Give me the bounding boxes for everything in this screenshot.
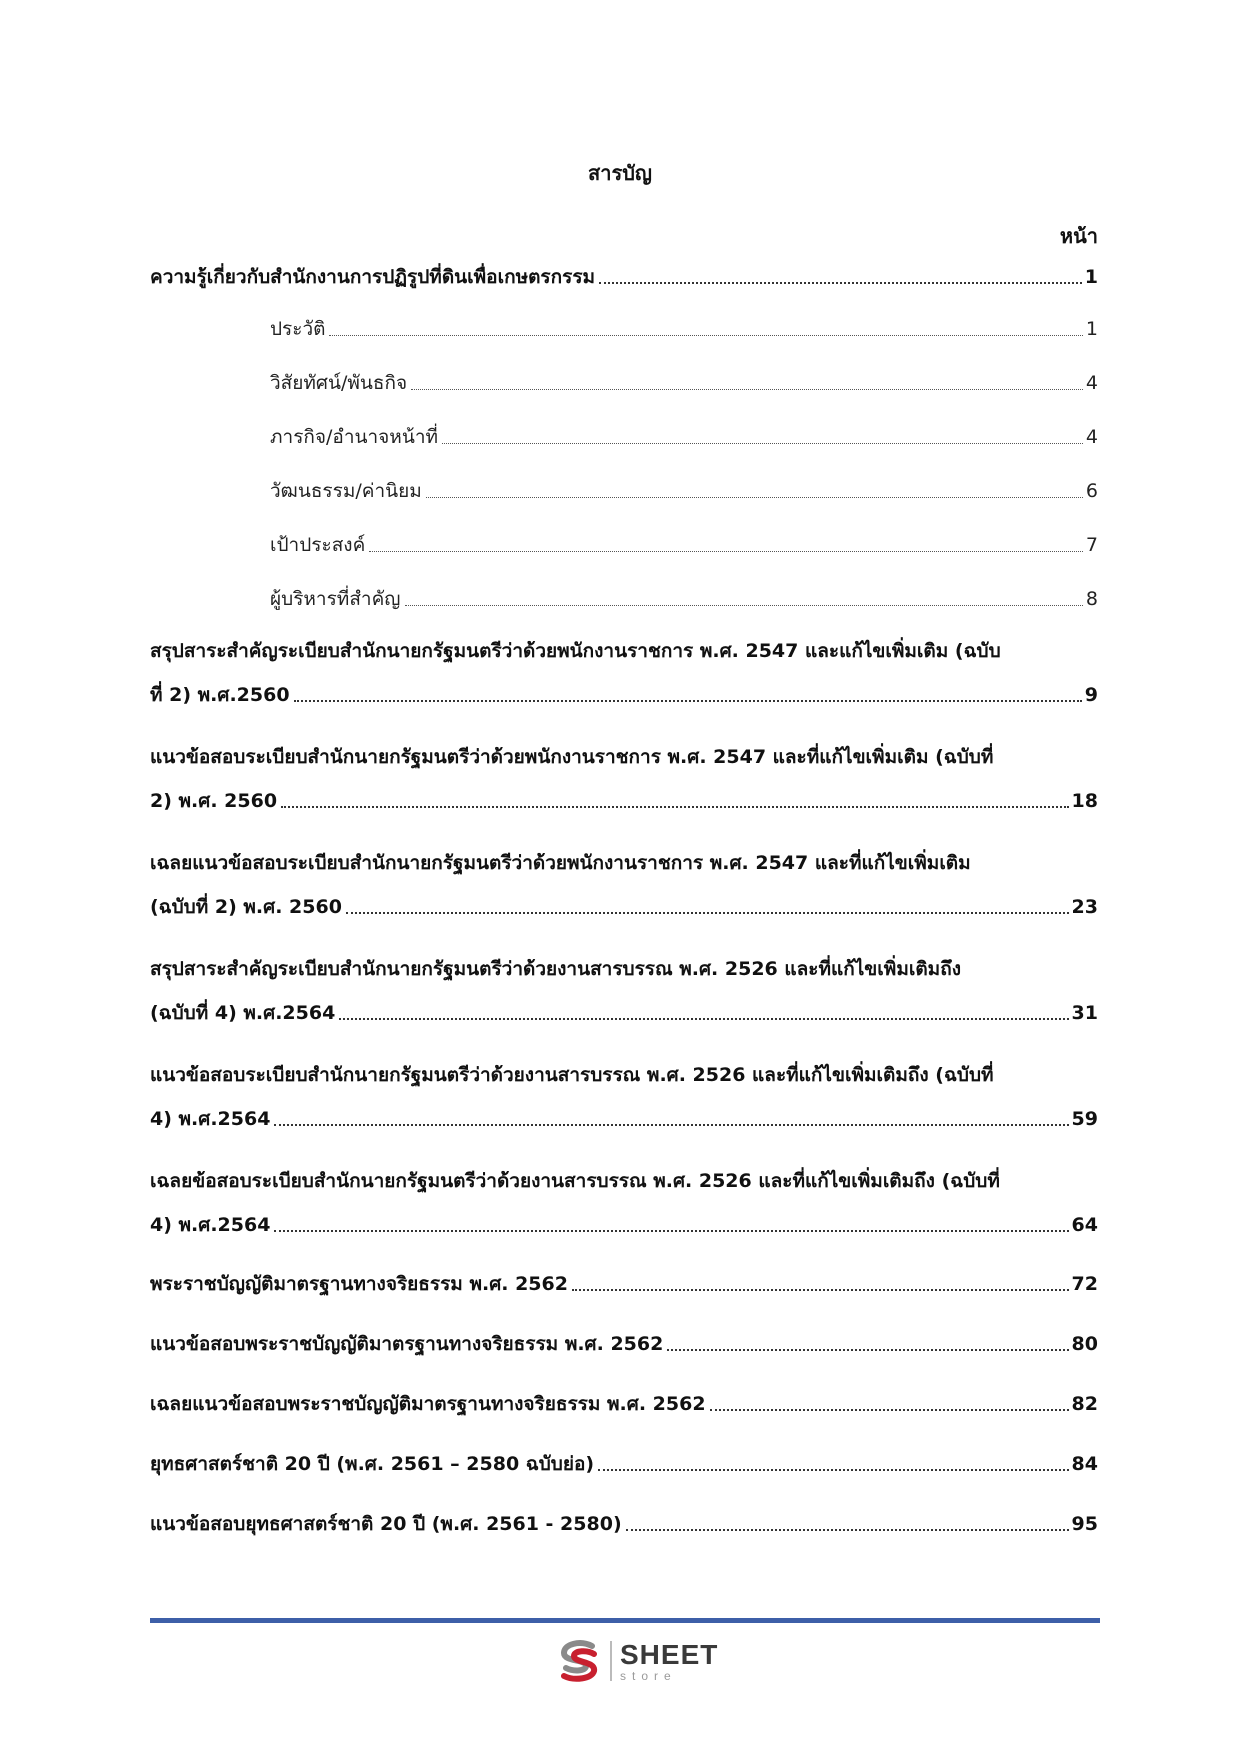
dot-leader [274, 1230, 1068, 1232]
page-column-label: หน้า [1059, 224, 1098, 248]
toc-page-number: 23 [1071, 896, 1098, 918]
dot-leader [411, 389, 1083, 390]
toc-entry[interactable] [150, 1060, 1098, 1134]
dot-leader [281, 806, 1069, 808]
dot-leader [599, 282, 1082, 284]
logo-divider [610, 1641, 612, 1681]
toc-entry-text-continued: 4) พ.ศ.2564 [150, 1108, 271, 1130]
footer-rule [150, 1618, 1100, 1623]
toc-entry-text: เฉลยแนวข้อสอบพระราชบัญญัติมาตรฐานทางจริยธรรม พ.ศ. 2562 [150, 1393, 706, 1415]
sheet-store-logo [556, 1638, 718, 1684]
dot-leader [598, 1469, 1068, 1471]
toc-entry-text: ผู้บริหารที่สำคัญ [270, 588, 401, 610]
dot-leader [626, 1529, 1069, 1531]
toc-page-number: 4 [1085, 426, 1098, 448]
toc-entry[interactable] [150, 262, 1098, 292]
page-title: สารบัญ [588, 161, 652, 185]
toc-entry[interactable] [150, 1449, 1098, 1479]
toc-entry-text-continued: 2) พ.ศ. 2560 [150, 790, 278, 812]
dot-leader [294, 700, 1082, 702]
toc-entry-text: เฉลยข้อสอบระเบียบสำนักนายกรัฐมนตรีว่าด้วยงานสารบรรณ พ.ศ. 2526 และที่แก้ไขเพิ่มเติมถึง (ฉบับที่ [150, 1170, 1000, 1192]
toc-page-number: 9 [1084, 684, 1098, 706]
toc-page-number: 80 [1071, 1333, 1098, 1355]
toc-entry-text: วัฒนธรรม/ค่านิยม [270, 480, 422, 502]
toc-subentry[interactable] [150, 368, 1098, 398]
toc-subentry[interactable] [150, 476, 1098, 506]
toc-entry-text: ประวัติ [270, 318, 326, 340]
toc-entry-text: สรุปสาระสำคัญระเบียบสำนักนายกรัฐมนตรีว่าด้วยพนักงานราชการ พ.ศ. 2547 และแก้ไขเพิ่มเติม (ฉบับ [150, 640, 1001, 662]
toc-entry-text-continued: (ฉบับที่ 2) พ.ศ. 2560 [150, 896, 342, 918]
toc-page-number: 6 [1085, 480, 1098, 502]
toc-subentry[interactable] [150, 314, 1098, 344]
table-of-contents [150, 262, 1098, 1539]
toc-entry-text-continued: ที่ 2) พ.ศ.2560 [150, 684, 290, 706]
toc-subentry[interactable] [150, 530, 1098, 560]
toc-entry[interactable] [150, 1269, 1098, 1299]
toc-entry[interactable] [150, 1166, 1098, 1240]
toc-entry-text: ยุทธศาสตร์ชาติ 20 ปี (พ.ศ. 2561 – 2580 ฉบับย่อ) [150, 1453, 595, 1475]
toc-entry-text: ความรู้เกี่ยวกับสำนักงานการปฏิรูปที่ดินเพื่อเกษตรกรรม [150, 266, 596, 288]
toc-entry[interactable] [150, 954, 1098, 1028]
toc-page-number: 59 [1071, 1108, 1098, 1130]
sheet-logo-icon [556, 1638, 602, 1684]
toc-page-number: 95 [1071, 1513, 1098, 1535]
dot-leader [339, 1018, 1068, 1020]
toc-subentry[interactable] [150, 422, 1098, 452]
toc-entry-text-continued: (ฉบับที่ 4) พ.ศ.2564 [150, 1002, 336, 1024]
logo-wordmark: SHEET [620, 1638, 719, 1670]
toc-entry-text: แนวข้อสอบระเบียบสำนักนายกรัฐมนตรีว่าด้วยพนักงานราชการ พ.ศ. 2547 และที่แก้ไขเพิ่มเติม (ฉบับที่ [150, 746, 994, 768]
toc-page-number: 18 [1071, 790, 1098, 812]
dot-leader [442, 443, 1083, 444]
dot-leader [405, 605, 1083, 606]
toc-entry-text: วิสัยทัศน์/พันธกิจ [270, 372, 408, 394]
toc-entry-text: เป้าประสงค์ [270, 534, 366, 556]
toc-page-number: 82 [1071, 1393, 1098, 1415]
toc-page-number: 4 [1085, 372, 1098, 394]
dot-leader [329, 335, 1082, 336]
toc-entry-text-continued: 4) พ.ศ.2564 [150, 1214, 271, 1236]
toc-page-number: 8 [1085, 588, 1098, 610]
dot-leader [346, 912, 1069, 914]
toc-entry-text: แนวข้อสอบยุทธศาสตร์ชาติ 20 ปี (พ.ศ. 2561 - 2580) [150, 1513, 622, 1535]
toc-page-number: 1 [1085, 318, 1098, 340]
toc-entry[interactable] [150, 1389, 1098, 1419]
toc-subentry[interactable] [150, 584, 1098, 614]
toc-entry[interactable] [150, 848, 1098, 922]
toc-page-number: 72 [1071, 1273, 1098, 1295]
toc-entry-text: เฉลยแนวข้อสอบระเบียบสำนักนายกรัฐมนตรีว่าด้วยพนักงานราชการ พ.ศ. 2547 และที่แก้ไขเพิ่มเติม [150, 852, 971, 874]
toc-entry-text: แนวข้อสอบระเบียบสำนักนายกรัฐมนตรีว่าด้วยงานสารบรรณ พ.ศ. 2526 และที่แก้ไขเพิ่มเติมถึง (ฉบับที่ [150, 1064, 994, 1086]
toc-entry-text: แนวข้อสอบพระราชบัญญัติมาตรฐานทางจริยธรรม พ.ศ. 2562 [150, 1333, 664, 1355]
toc-page-number: 64 [1071, 1214, 1098, 1236]
toc-entry[interactable] [150, 1329, 1098, 1359]
dot-leader [710, 1409, 1069, 1411]
dot-leader [667, 1349, 1068, 1351]
dot-leader [274, 1124, 1068, 1126]
toc-page-number: 84 [1071, 1453, 1098, 1475]
toc-entry[interactable] [150, 636, 1098, 710]
toc-entry-text: สรุปสาระสำคัญระเบียบสำนักนายกรัฐมนตรีว่าด้วยงานสารบรรณ พ.ศ. 2526 และที่แก้ไขเพิ่มเติมถึง [150, 958, 961, 980]
dot-leader [426, 497, 1083, 498]
toc-entry[interactable] [150, 1509, 1098, 1539]
toc-page-number: 31 [1071, 1002, 1098, 1024]
toc-page-number: 7 [1085, 534, 1098, 556]
dot-leader [572, 1289, 1069, 1291]
toc-page-number: 1 [1084, 266, 1098, 288]
dot-leader [369, 551, 1083, 552]
toc-entry[interactable] [150, 742, 1098, 816]
logo-subtext: store [620, 1668, 677, 1683]
toc-entry-text: พระราชบัญญัติมาตรฐานทางจริยธรรม พ.ศ. 2562 [150, 1273, 568, 1295]
toc-entry-text: ภารกิจ/อำนาจหน้าที่ [270, 426, 439, 448]
